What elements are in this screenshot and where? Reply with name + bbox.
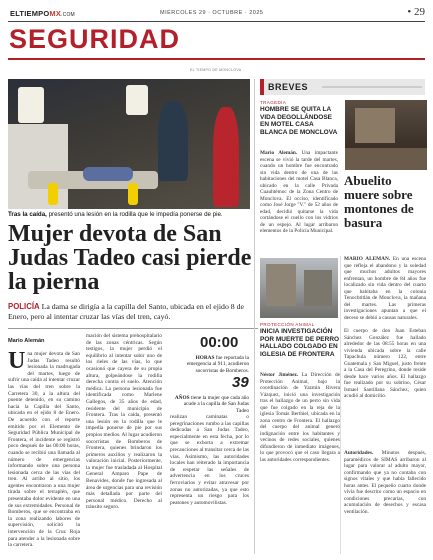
stat-time-value: 00:00 <box>200 334 239 351</box>
abuelito-text-2: El cuerpo de don Juan Esteban Sánchez González fue hallado alrededor de las 08:55 horas en una vivienda ubicada sobre la calle Tapachula número 122, entre Guatemala y San Miguel, justo frente a la Casa del Peregrino, donde reside desde hace varios años. El hallazgo fue realizado por su sobrino, César Ismael Santillana Sánchez, quien acudió al domicilio. <box>344 328 426 399</box>
abuelito-body: En una escena que refleja el abandono y la soledad que muchos adultos mayores enfrentan, un hombre de 84 años fue localizado sin vida dentro del cuarto que habitaba en la colonia Tenochtitlán de Monclova, la mañana del martes. Las primeras investigaciones apuntan a que el deceso se debió a causas naturales. <box>344 256 426 321</box>
paramedic-figure <box>158 101 188 181</box>
stat-age-lead: AÑOS <box>174 395 190 401</box>
brief-2-headline[interactable]: INICIA INVESTIGACIÓN POR MUERTE DE PERRO HALLADO COLGADO EN IGLESIA DE FRONTERA <box>260 328 340 358</box>
brief-1-text <box>260 150 338 235</box>
autoridades-body: Minutos después, paramédicos de SIMAS arribaron al lugar para valorar al adulto mayor, confirmando que ya no contaba con signos vitales y que había fallecido horas antes. El pequeño cuarto donde vivía fue descrito como un espacio en condiciones precarias, con acumulación de desechos y escasa ventilación. <box>344 450 426 515</box>
article-subhead <box>8 302 258 322</box>
ambulance-light <box>18 87 44 123</box>
brand-suffix: .COM <box>61 12 75 18</box>
brief-1-headline[interactable]: HOMBRE SE QUITA LA VIDA DEGOLLÁNDOSE EN MOTEL CASA BLANCA DE MONCLOVA <box>260 106 338 136</box>
brief-1-body: Una impactante escena se vivió la tarde del martes, cuando un hombre fue encontrado sin vida dentro de una de las habitaciones del motel Casa Blanca, ubicado en la calle Privada Cuauhtémoc de la Zona Centro de Monclova. El occiso, identificado como José Jorge "V." de 52 años de edad, decidió quitarse la vida cortándose el cuello con los vidrios de un espejo. Al lugar arribaron elementos de la Policía Municipal. <box>260 150 338 234</box>
article-byline: Mario Alemán <box>8 338 45 344</box>
abuelito-headline[interactable]: Abuelito muere sobre montones de basura <box>344 173 414 230</box>
stat-time-lead: HORAS <box>195 355 215 361</box>
breves-label: BREVES <box>268 82 309 92</box>
ambulance-door <box>8 124 68 209</box>
autoridades-lead: Autoridades. <box>344 450 374 456</box>
article-column-2: mación del sistema prehospitalario de las zonas céntricas. Según testigos, la mujer perdió el equilibrio al intentar subir uno de los rieles de las vías, lo que ocasionó que cayera de su propia altura, golpeándose la rodilla derecha contra el suelo. Atención médica. La persona lesionada fue identificada como Marlene Gallegos, de 35 años de edad, residente del municipio de Frontera. Tras la caída, presentó una lesión en la rodilla que le impedía ponerse de pie por sus propios medios. Al lugar acudieron socorristas de Bomberos de Frontera, quienes brindaron los primeros auxilios y realizaron la valoración inicial. Posteriormente, la mujer fue trasladada al Hospital General Amparo Pape de Benavides, donde fue ingresada al área de urgencias para una revisión más detallada por parte del personal médico. Derecho al tránsito seguro. <box>86 333 162 511</box>
caption-text: presentó una lesión en la rodilla que le impedía ponerse de pie. <box>46 211 223 218</box>
abuelito-text-3 <box>344 450 426 515</box>
article-headline[interactable]: Mujer devota de San Judas Tadeo casi pierde la pierna <box>8 221 252 295</box>
brand-main: ELTIEMPO <box>10 9 50 18</box>
page-number: • 29 <box>407 6 425 18</box>
abuelito-text <box>344 256 426 321</box>
stat-time-desc: fue reportada la emergencia al 911, acudieron socorristas de Bomberos. <box>186 355 249 374</box>
abuelito-byline: MARIO ALEMÁN. <box>344 256 391 262</box>
column-text: na mujer devota de San Judas Tadeo resultó lesionada la madrugada del martes, luego de sufrir una caída al intentar cruzar las vías del tren sobre la Carretera 30, a la altura del puente detenido, en su camino hacia la Capilla del Santo, ubicada en el ejido 8 de Enero. De acuerdo con el reporte emitido por el Elemento de Seguridad Pública Municipal de Frontera, el incidente se registró poco después de las 00:00 horas, cuando se recibió una llamada al número de emergencias informando sobre una persona lesionada cerca de las vías del tren. Al arribo al sitio, los agentes encontraron a una mujer tirada sobre el terraplén, que presentaba dolor evidente en una de sus extremidades. Personal de Bomberos, que se encontraba en la zona realizando labores de supervisión, solicitó la intervención de la Cruz Roja para atender a la lesionada sobre la carretera. <box>8 351 80 549</box>
stat-time-text <box>170 355 249 374</box>
brief-1-byline: Mario Alemán. <box>260 150 298 156</box>
stretcher-leg <box>128 183 138 205</box>
brief-2-text <box>260 372 340 463</box>
abuelito-photo[interactable] <box>345 100 427 170</box>
brief-2-body: La Dirección de Protección Animal, bajo la coordinación de Yazmin Rivera Vázquez, inició una investigación tras el hallazgo de un perro sin vida que fue colgado en la reja de la iglesia Tomás Berthiel, ubicada en la zona centro de Frontera. El hallazgo del cuerpo del animal generó indignación entre los habitantes y vecinos de redes sociales, quienes difundieron de inmediato imágenes, lo que provocó que el caso llegara a las autoridades correspondientes. <box>260 372 340 463</box>
article-column-1 <box>8 351 80 549</box>
photo-credit: EL TIEMPO DE MONCLOVA <box>190 68 242 72</box>
stretcher-leg <box>48 183 58 205</box>
photo-caption <box>8 211 253 218</box>
article-rule <box>8 328 258 329</box>
issue-date: MIÉRCOLES 29 · OCTUBRE · 2025 <box>160 10 264 16</box>
section-title: SEGURIDAD <box>9 24 181 54</box>
brief-2-byline: Néstor Jiménez. <box>260 372 299 378</box>
fence <box>304 270 332 306</box>
article-column-3: realizan caminatas o peregrinaciones rumbo a las capillas dedicadas a San Judas Tadeo, especialmente en esta fecha, por lo que se exhorta a extremar precauciones al transitar cerca de las vías. Asimismo, las autoridades locales han reiterado la importancia de respetar las señales de advertencia en los cruces ferroviarios y evitar atravesar por zonas no autorizadas, ya que esto representa un riesgo para los peatones y automovilistas. <box>170 414 249 506</box>
brief-1-kicker: TRAGEDIA <box>260 100 287 105</box>
brand-logo[interactable] <box>10 9 75 18</box>
ambulance-light <box>126 85 148 115</box>
caption-lead: Tras la caída, <box>8 211 47 218</box>
subhead-text: La dama se dirigía a la capilla del Santo, ubicada en el ejido 8 de Enero, pero al intentar cruzar las vías del tren, cayó. <box>8 302 244 321</box>
building-facade <box>266 264 296 306</box>
header-rule <box>8 21 425 22</box>
room-wall <box>355 108 395 143</box>
brief-2-kicker: PROTECCIÓN ANIMAL <box>260 322 315 327</box>
stat-age-value: 39 <box>232 374 249 391</box>
subhead-kicker: POLICÍA <box>8 302 40 311</box>
debris-pile <box>345 148 427 170</box>
breves-bar <box>322 86 422 88</box>
church-photo[interactable] <box>260 258 338 318</box>
main-photo[interactable] <box>8 79 250 209</box>
patient-figure <box>83 167 133 181</box>
stat-age-text <box>170 395 249 414</box>
section-rule <box>8 58 425 60</box>
column-divider <box>254 79 255 554</box>
drop-cap: U <box>8 351 26 374</box>
paramedic-figure <box>213 107 239 207</box>
stat-age-desc: tiene la mujer que cada año acude a la capilla de San Judas Tadeo <box>183 395 249 414</box>
column-divider <box>340 256 341 554</box>
brand-mx: MX <box>49 9 62 18</box>
